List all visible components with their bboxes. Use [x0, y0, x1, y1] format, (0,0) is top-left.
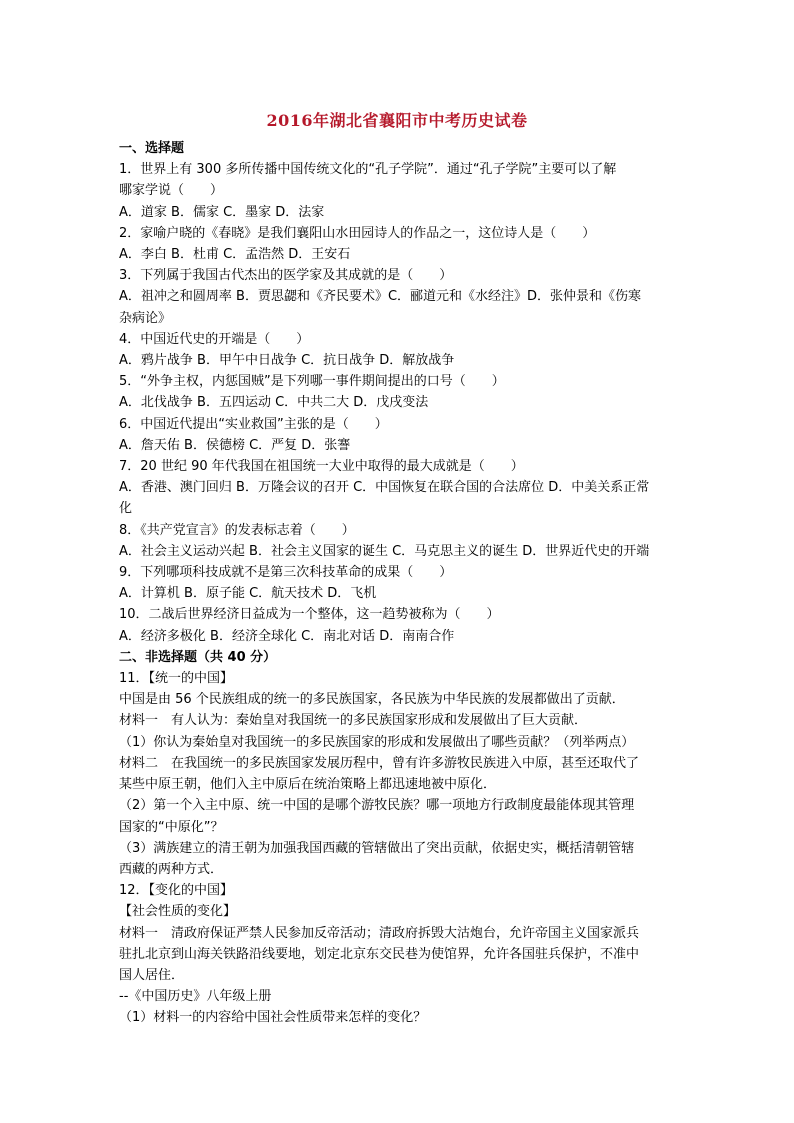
text-line: 3．下列属于我国古代杰出的医学家及其成就的是（ ） — [119, 268, 453, 284]
text-line: 12．【变化的中国】 — [119, 883, 234, 899]
text-line: 中国是由 56 个民族组成的统一的多民族国家，各民族为中华民族的发展都做出了贡献． — [119, 692, 625, 708]
text-line: A．经济多极化 B．经济全球化 C．南北对话 D．南南合作 — [119, 628, 455, 644]
exam-body — [119, 138, 679, 1029]
text-line: A．祖冲之和圆周率 B．贾思勰和《齐民要术》C．郦道元和《水经注》D．张仲景和《伤寒 — [119, 289, 642, 305]
text-line: 8．《共产党宣言》的发表标志着（ ） — [119, 522, 355, 538]
text-line: （3）满族建立的清王朝为加强我国西藏的管辖做出了突出贡献，依据史实，概括清朝管辖 — [119, 840, 635, 856]
text-line: （1）材料一的内容给中国社会性质带来怎样的变化？ — [119, 1010, 427, 1026]
text-line: A．詹天佑 B．侯德榜 C．严复 D．张謇 — [119, 437, 351, 453]
section-heading: 二、非选择题（共 40 分） — [119, 649, 277, 665]
text-line: A．北伐战争 B．五四运动 C．中共二大 D．戊戌变法 — [119, 395, 429, 411]
text-line: 哪家学说（ ） — [119, 183, 224, 199]
text-line: A．计算机 B．原子能 C．航天技术 D．飞机 — [119, 586, 377, 602]
text-line: 化 — [119, 501, 133, 517]
text-line: 杂病论》 — [119, 310, 172, 326]
text-line: 7．20 世纪 90 年代我国在祖国统一大业中取得的最大成就是（ ） — [119, 459, 524, 475]
text-line: 材料一 清政府保证严禁人民参加反帝活动；清政府拆毁大沽炮台，允许帝国主义国家派兵 — [119, 925, 640, 941]
text-line: 材料一 有人认为：秦始皇对我国统一的多民族国家形成和发展做出了巨大贡献． — [119, 713, 588, 729]
text-line: （2）第一个入主中原、统一中国的是哪个游牧民族？哪一项地方行政制度最能体现其管理 — [119, 798, 635, 814]
text-line: 9．下列哪项科技成就不是第三次科技革命的成果（ ） — [119, 565, 453, 581]
text-line: 国家的“中原化”？ — [119, 819, 224, 835]
text-line: 4．中国近代史的开端是（ ） — [119, 331, 310, 347]
text-line: 国人居住． — [119, 967, 185, 983]
text-line: 驻扎北京到山海关铁路沿线要地，划定北京东交民巷为使馆界，允许各国驻兵保护，不准中 — [119, 946, 640, 962]
text-line: A．香港、澳门回归 B．万隆会议的召开 C．中国恢复在联合国的合法席位 D．中美关系正常 — [119, 480, 650, 496]
text-line: A．鸦片战争 B．甲午中日战争 C．抗日战争 D．解放战争 — [119, 353, 455, 369]
text-line: 6．中国近代提出“实业救国”主张的是（ ） — [119, 416, 388, 432]
text-line: （1）你认为秦始皇对我国统一的多民族国家的形成和发展做出了哪些贡献？（列举两点） — [119, 734, 635, 750]
text-line: 某些中原王朝，他们入主中原后在统治策略上都迅速地被中原化． — [119, 777, 497, 793]
text-line: A．李白 B．杜甫 C．孟浩然 D．王安石 — [119, 247, 351, 263]
text-line: A．道家 B．儒家 C．墨家 D．法家 — [119, 204, 325, 220]
section-heading: 一、选择题 — [119, 141, 185, 156]
text-line: 5．“外争主权，内惩国贼”是下列哪一事件期间提出的口号（ ） — [119, 374, 505, 390]
text-line: 10．二战后世界经济日益成为一个整体，这一趋势被称为（ ） — [119, 607, 500, 623]
text-line: 【社会性质的变化】 — [119, 904, 237, 920]
text-line: 材料二 在我国统一的多民族国家发展历程中，曾有许多游牧民族进入中原，甚至还取代了 — [119, 755, 640, 771]
text-line: --《中国历史》八年级上册 — [119, 989, 272, 1005]
text-line: 1．世界上有 300 多所传播中国传统文化的“孔子学院”．通过“孔子学院”主要可以了解 — [119, 162, 617, 178]
page-title: 2016年湖北省襄阳市中考历史试卷 — [266, 111, 528, 130]
text-line: A．社会主义运动兴起 B．社会主义国家的诞生 C．马克思主义的诞生 D．世界近代史的开端 — [119, 543, 650, 559]
text-line: 2．家喻户晓的《春晓》是我们襄阳山水田园诗人的作品之一，这位诗人是（ ） — [119, 225, 596, 241]
text-line: 11．【统一的中国】 — [119, 671, 234, 687]
text-line: 西藏的两种方式． — [119, 861, 224, 877]
